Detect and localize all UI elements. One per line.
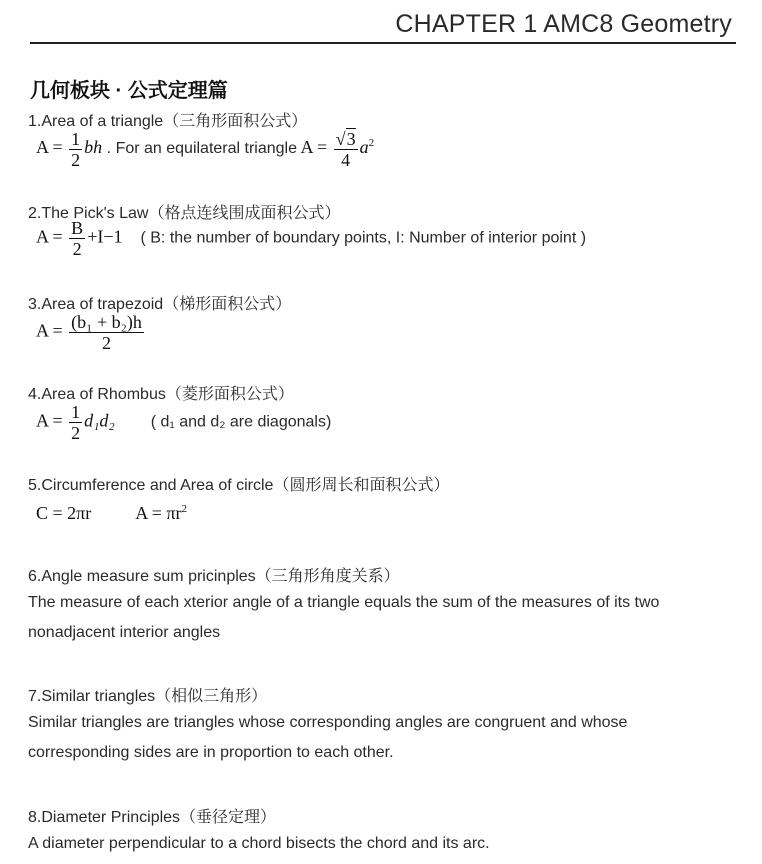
- fraction: [69, 312, 144, 353]
- formula-term: +I−1: [87, 226, 123, 247]
- fraction-denominator: 2: [72, 239, 82, 259]
- equilateral-formula-lhs: A =: [300, 137, 328, 158]
- equilateral-denominator: 4: [341, 150, 351, 170]
- chapter-header: CHAPTER 1 AMC8 Geometry: [395, 10, 732, 38]
- formula-lhs: A =: [36, 226, 63, 247]
- sqrt-radicand: 3: [346, 129, 356, 149]
- formula-note: ( d₁ and d₂ are diagonals): [150, 413, 332, 431]
- circle-area-exponent: 2: [181, 503, 188, 515]
- fraction: [69, 218, 85, 259]
- formula-note: ( B: the number of boundary points, I: Number of interior point ): [140, 229, 587, 247]
- equilateral-term: a: [359, 137, 369, 158]
- fraction-denominator: 2: [102, 333, 112, 353]
- item-4-title: 4.Area of Rhombus（菱形面积公式）: [28, 386, 294, 403]
- equilateral-numerator: √3: [335, 129, 356, 149]
- fraction-numerator: B: [71, 218, 84, 238]
- header-divider: [30, 42, 736, 44]
- circle-formulas: [36, 503, 187, 524]
- fraction: [69, 129, 82, 170]
- formula-lhs: A =: [36, 137, 63, 158]
- item-1-title: 1.Area of a triangle（三角形面积公式）: [28, 113, 308, 130]
- fraction-numerator: (b₁ + b₂)h: [71, 312, 142, 332]
- item-6-text: The measure of each xterior angle of a triangle equals the sum of the measures of its two nonadjacent interior angles: [28, 594, 660, 641]
- fraction-numerator: 1: [71, 402, 81, 422]
- equilateral-fraction: [334, 128, 358, 170]
- item-3-title: 3.Area of trapezoid（梯形面积公式）: [28, 296, 292, 313]
- item-7-title: 7.Similar triangles（相似三角形）: [28, 688, 268, 705]
- rhombus-area-formula: [36, 402, 331, 443]
- item-2-title: 2.The Pick's Law（格点连线围成面积公式）: [28, 205, 341, 222]
- trapezoid-area-formula: [36, 312, 146, 353]
- circumference-formula: C = 2πr: [36, 503, 92, 523]
- fraction-numerator: 1: [71, 128, 81, 149]
- equilateral-exponent: 2: [368, 137, 375, 150]
- item-5-title: 5.Circumference and Area of circle（圆形周长和面积公式）: [28, 477, 450, 494]
- triangle-area-formula: [36, 128, 374, 170]
- item-6-title: 6.Angle measure sum pricinples（三角形角度关系）: [28, 568, 400, 585]
- item-8-title: 8.Diameter Principles（垂径定理）: [28, 809, 277, 826]
- formula-lhs: A =: [36, 320, 63, 341]
- picks-law-formula: [36, 218, 586, 259]
- fraction-denominator: 2: [71, 423, 81, 443]
- item-7-text: Similar triangles are triangles whose corresponding angles are congruent and whose corresponding sides are in proportion to each other.: [28, 714, 628, 761]
- section-title: 几何板块 · 公式定理篇: [30, 80, 228, 102]
- fraction: [69, 402, 82, 443]
- fraction-denominator: 2: [71, 149, 81, 170]
- formula-term: d₁d₂: [84, 410, 115, 431]
- circle-area-formula: A = πr: [135, 503, 182, 523]
- formula-note: . For an equilateral triangle: [106, 140, 297, 157]
- item-8-text: A diameter perpendicular to a chord bisects the chord and its arc.: [28, 835, 490, 852]
- formula-term: bh: [84, 137, 103, 158]
- formula-lhs: A =: [36, 410, 63, 431]
